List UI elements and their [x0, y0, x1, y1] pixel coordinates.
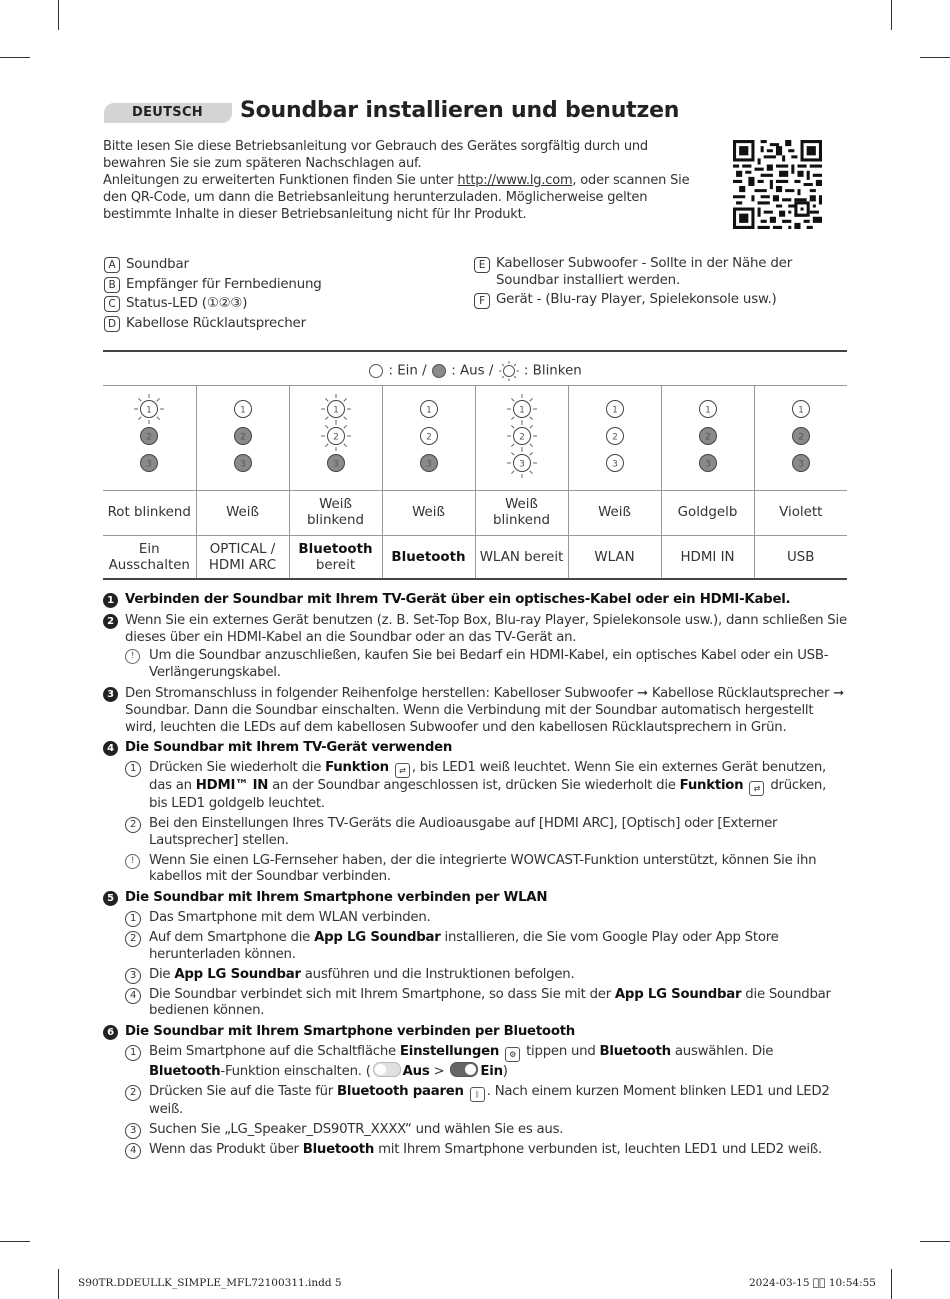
led-3-off-icon	[327, 454, 344, 471]
bluetooth-icon: ᛒ	[470, 1087, 485, 1102]
led-1-on-icon	[699, 400, 716, 417]
svg-text:3: 3	[704, 459, 711, 469]
led-3-off-icon	[234, 454, 251, 471]
text-run: mit Ihrem Smartphone verbunden ist, leuchten LED1 und LED2 weiß.	[374, 1141, 822, 1157]
svg-text:1: 1	[239, 405, 246, 415]
text-run: an der Soundbar angeschlossen ist, drücken Sie wiederholt die	[268, 778, 680, 794]
step-text: Wenn Sie ein externes Gerät benutzen (z. B. Set-Top Box, Blu-ray Player, Spielekonsole usw.), dann schließen Sie dieses über ein HDMI-Kabel an die Soundbar oder an das TV-Gerät an.	[125, 612, 847, 645]
substep-number: 4	[125, 988, 141, 1004]
svg-text:2: 2	[797, 432, 804, 442]
led-1-on-icon	[234, 400, 251, 417]
toggle-off-icon	[373, 1062, 401, 1077]
svg-text:1: 1	[704, 405, 711, 415]
led-1-blink-icon	[507, 394, 537, 424]
svg-text:2: 2	[332, 432, 339, 442]
substep-number: 3	[125, 1123, 141, 1139]
svg-text:1: 1	[425, 405, 432, 415]
text-run: Die	[149, 966, 175, 982]
led-1-blink-icon	[321, 394, 351, 424]
led-mode-label	[475, 536, 568, 580]
led-colors-row	[103, 491, 847, 536]
svg-text:2: 2	[611, 432, 618, 442]
svg-text:1: 1	[611, 405, 618, 415]
step-2-note	[125, 648, 848, 682]
step-5	[103, 890, 848, 907]
part-label: Status-LED (①②③)	[126, 296, 248, 311]
led-2-off-icon	[141, 427, 158, 444]
legend-on-label: : Ein /	[388, 363, 427, 379]
text-run-bold: Einstellungen	[399, 1043, 500, 1059]
svg-text:3: 3	[797, 459, 804, 469]
svg-text:3: 3	[332, 459, 339, 469]
led-color-label: Weiß	[196, 491, 289, 536]
text-run-bold: HDMI™ IN	[195, 778, 269, 794]
part-item	[104, 294, 444, 314]
note-text: Wenn Sie einen LG-Fernseher haben, der die integrierte WOWCAST-Funktion unterstützt, können Sie ihn kabellos mit der Soundbar verbinden.	[149, 852, 817, 885]
text-run-bold: Bluetooth	[599, 1043, 671, 1059]
step-number: 3	[103, 687, 118, 702]
divider	[103, 578, 847, 580]
led-modes-row	[103, 536, 847, 580]
substep-number: 3	[125, 968, 141, 984]
step-1	[103, 592, 848, 609]
led-2-on-icon	[606, 427, 623, 444]
led-1-blink-icon	[134, 394, 164, 424]
text-run-bold: Ein	[480, 1063, 503, 1079]
text-run-bold: Funktion	[679, 778, 744, 794]
footer-filename: S90TR.DDEULLK_SIMPLE_MFL72100311.indd 5	[78, 1277, 342, 1289]
svg-text:3: 3	[518, 459, 525, 469]
part-letter: F	[474, 293, 490, 309]
text-run: ausführen und die Instruktionen befolgen.	[300, 966, 575, 982]
substep-number: 2	[125, 931, 141, 947]
svg-text:1: 1	[518, 405, 525, 415]
step-number: 2	[103, 614, 118, 629]
crop-mark	[920, 57, 950, 58]
text-run-bold: App LG Soundbar	[614, 986, 742, 1002]
step-4-note	[125, 853, 848, 887]
led-1-on-icon	[606, 400, 623, 417]
led-legend	[103, 360, 847, 382]
led-color-label: Weiß blinkend	[475, 491, 568, 536]
svg-text:2: 2	[425, 432, 432, 442]
led-2-off-icon	[234, 427, 251, 444]
led-column-icon	[407, 391, 451, 481]
step-title: Die Soundbar mit Ihrem Smartphone verbinden per WLAN	[125, 890, 548, 906]
text-run: Auf dem Smartphone die	[149, 929, 315, 945]
led-indicator-cell	[568, 386, 661, 491]
intro-line-2a: Anleitungen zu erweiterten Funktionen finden Sie unter	[103, 173, 458, 188]
part-item	[474, 255, 844, 289]
led-1-on-icon	[420, 400, 437, 417]
led-column-icon	[500, 391, 544, 481]
substep-text: Das Smartphone mit dem WLAN verbinden.	[149, 909, 431, 925]
led-mode-text: Ein Ausschalten	[108, 541, 190, 573]
part-item	[104, 255, 444, 275]
substep-text	[149, 1044, 848, 1081]
step-6-1	[125, 1044, 848, 1081]
intro-line-2b: , oder scannen Sie den QR-Code, um dann die Betriebsanleitung herunterzuladen. Möglicherweise gelten bestimmte Inhalte in dieser Betriebsanleitung nicht für Ihr Produkt.	[103, 173, 690, 222]
led-column-icon	[314, 391, 358, 481]
part-label: Gerät - (Blu-ray Player, Spielekonsole usw.)	[496, 292, 777, 307]
svg-text:1: 1	[332, 405, 339, 415]
led-on-icon	[368, 363, 384, 379]
part-item	[104, 314, 444, 334]
part-letter: A	[104, 257, 120, 273]
step-2	[103, 613, 848, 647]
text-run: installieren, die Sie vom Google Play oder App Store herunterladen können.	[149, 929, 779, 962]
crop-mark	[891, 1269, 892, 1299]
legend-blink-label: : Blinken	[523, 363, 582, 379]
settings-icon: ⚙	[505, 1047, 520, 1062]
text-run-bold: Funktion	[325, 760, 389, 776]
part-item	[104, 275, 444, 295]
step-4-1	[125, 760, 848, 813]
substep-number: 1	[125, 761, 141, 777]
svg-text:3: 3	[425, 459, 432, 469]
text-run: -Funktion einschalten. (	[220, 1063, 371, 1079]
led-indicator-cell	[289, 386, 382, 491]
crop-mark	[0, 57, 30, 58]
led-2-blink-icon	[507, 421, 537, 451]
lg-link[interactable]: http://www.lg.com	[457, 173, 573, 188]
text-run: . Nach einem kurzen Moment blinken LED1 und LED2 weiß.	[149, 1083, 830, 1117]
led-3-off-icon	[420, 454, 437, 471]
text-run: Wenn das Produkt über	[149, 1141, 303, 1157]
text-run: >	[429, 1063, 449, 1079]
step-6-3	[125, 1122, 848, 1139]
led-2-blink-icon	[321, 421, 351, 451]
substep-number: 1	[125, 911, 141, 927]
step-6-2	[125, 1084, 848, 1119]
step-6	[103, 1024, 848, 1041]
page-title: Soundbar installieren und benutzen	[240, 98, 680, 123]
led-mode-label	[661, 536, 754, 580]
crop-mark	[0, 1241, 30, 1242]
step-number: 1	[103, 593, 118, 608]
substep-text	[149, 930, 848, 964]
text-run: , bis LED1 weiß leuchtet. Wenn Sie ein externes Gerät benutzen, das an	[149, 760, 826, 794]
led-color-label: Goldgelb	[661, 491, 754, 536]
toggle-on-icon	[450, 1062, 478, 1077]
parts-list-right	[474, 255, 844, 309]
step-title: Die Soundbar mit Ihrem TV-Gerät verwenden	[125, 740, 453, 756]
note-text: Um die Soundbar anzuschließen, kaufen Sie bei Bedarf ein HDMI-Kabel, ein optisches Kabel oder ein USB-Verlängerungskabel.	[149, 648, 829, 681]
qr-code-icon	[733, 140, 822, 229]
led-column-icon	[779, 391, 823, 481]
substep-text	[149, 760, 848, 813]
step-text: Den Stromanschluss in folgender Reihenfolge herstellen: Kabelloser Subwoofer ➞ Kabellose Rücklautsprecher ➞ Soundbar. Dann die Soundbar einschalten. Wenn die Verbindung mit der Soundbar automatisch hergestellt wird, leuchten die LEDs auf dem kabellosen Subwoofer und den kabellosen Rücklautsprechern in Grün.	[125, 685, 845, 735]
text-run-bold: App LG Soundbar	[314, 929, 441, 945]
step-text: Verbinden der Soundbar mit Ihrem TV-Gerät über ein optisches-Kabel oder ein HDMI-Kabel.	[125, 592, 791, 607]
led-mode-text: USB	[787, 549, 815, 565]
warning-icon: !	[125, 854, 140, 869]
divider	[103, 350, 847, 352]
language-badge: DEUTSCH	[104, 103, 232, 123]
led-indicator-cell	[661, 386, 754, 491]
step-number: 4	[103, 741, 118, 756]
step-5-4	[125, 987, 848, 1021]
substep-number: 4	[125, 1143, 141, 1159]
part-label: Empfänger für Fernbedienung	[126, 276, 322, 292]
instruction-steps	[103, 592, 848, 1162]
led-3-off-icon	[699, 454, 716, 471]
led-color-label: Weiß	[568, 491, 661, 536]
led-2-off-icon	[792, 427, 809, 444]
substep-text	[149, 987, 848, 1021]
part-letter: B	[104, 277, 120, 293]
svg-text:2: 2	[239, 432, 246, 442]
led-mode-text: WLAN bereit	[479, 549, 564, 565]
crop-mark	[58, 1269, 59, 1299]
step-6-4	[125, 1142, 848, 1159]
led-mode-text: bereit	[315, 557, 356, 573]
text-run: auswählen. Die	[670, 1043, 774, 1059]
led-mode-label	[568, 536, 661, 580]
led-column-icon	[593, 391, 637, 481]
led-column-icon	[127, 391, 171, 481]
text-run: Drücken Sie auf die Taste für	[149, 1083, 337, 1099]
led-2-off-icon	[699, 427, 716, 444]
text-run: Drücken Sie wiederholt die	[149, 760, 326, 776]
led-indicator-cell	[382, 386, 475, 491]
led-mode-label	[382, 536, 475, 580]
led-off-icon	[431, 363, 447, 379]
led-color-label: Violett	[754, 491, 847, 536]
svg-text:2: 2	[518, 432, 525, 442]
part-label: Kabellose Rücklautsprecher	[126, 315, 306, 331]
crop-mark	[920, 1241, 950, 1242]
text-run: Die Soundbar verbindet sich mit Ihrem Smartphone, so dass Sie mit der	[149, 986, 615, 1002]
led-indicator-cell	[196, 386, 289, 491]
led-indicator-cell	[754, 386, 847, 491]
svg-text:3: 3	[146, 459, 153, 469]
legend-off-label: : Aus /	[451, 363, 494, 379]
part-letter: E	[474, 257, 490, 273]
svg-text:2: 2	[704, 432, 711, 442]
led-indicator-cell	[475, 386, 568, 491]
text-run: )	[502, 1063, 508, 1079]
led-3-blink-icon	[507, 448, 537, 478]
led-color-label: Weiß	[382, 491, 475, 536]
footer-timestamp: 2024-03-15 ￿￿ 10:54:55	[749, 1277, 876, 1289]
led-color-label: Rot blinkend	[103, 491, 196, 536]
text-run: tippen und	[526, 1043, 600, 1059]
parts-list-left	[104, 255, 444, 333]
crop-mark	[58, 0, 59, 30]
text-run-bold: Bluetooth	[302, 1141, 375, 1157]
led-column-icon	[221, 391, 265, 481]
svg-text:2: 2	[146, 432, 153, 442]
crop-mark	[891, 0, 892, 30]
led-1-on-icon	[792, 400, 809, 417]
led-2-on-icon	[420, 427, 437, 444]
led-status-table	[103, 386, 847, 579]
led-blink-icon	[498, 360, 520, 382]
substep-number: 2	[125, 817, 141, 833]
step-number: 5	[103, 891, 118, 906]
substep-text	[149, 1142, 822, 1159]
led-mode-text: HDMI IN	[680, 549, 735, 565]
text-run-bold: Bluetooth	[149, 1063, 221, 1079]
step-5-1	[125, 910, 848, 927]
warning-icon: !	[125, 649, 140, 664]
led-mode-label	[754, 536, 847, 580]
text-run: die Soundbar bedienen können.	[149, 986, 831, 1019]
led-icons-row	[103, 386, 847, 491]
svg-text:1: 1	[146, 405, 153, 415]
function-button-icon: ⇄	[395, 763, 410, 778]
intro-text	[103, 138, 703, 223]
led-mode-bold: Bluetooth	[391, 549, 466, 565]
step-5-2	[125, 930, 848, 964]
step-3	[103, 686, 848, 736]
part-letter: D	[104, 316, 120, 332]
led-mode-text: OPTICAL / HDMI ARC	[208, 541, 277, 573]
substep-text: Bei den Einstellungen Ihres TV-Geräts die Audioausgabe auf [HDMI ARC], [Optisch] oder [Externer Lautsprecher] stellen.	[149, 815, 778, 848]
substep-number: 2	[125, 1085, 141, 1101]
step-title: Die Soundbar mit Ihrem Smartphone verbinden per Bluetooth	[125, 1024, 576, 1040]
substep-text	[149, 1084, 848, 1119]
function-button-icon: ⇄	[749, 781, 764, 796]
led-indicator-cell	[103, 386, 196, 491]
step-4	[103, 740, 848, 757]
text-run-bold: App LG Soundbar	[174, 966, 301, 982]
text-run: drücken, bis LED1 goldgelb leuchtet.	[149, 778, 827, 812]
step-4-2	[125, 816, 848, 850]
part-item	[474, 291, 844, 309]
text-run-bold: Aus	[402, 1063, 430, 1079]
led-mode-bold: Bluetooth	[298, 541, 373, 557]
substep-number: 1	[125, 1045, 141, 1061]
substep-text: Suchen Sie „LG_Speaker_DS90TR_XXXX“ und wählen Sie es aus.	[149, 1121, 564, 1137]
led-mode-label	[289, 536, 382, 580]
part-letter: C	[104, 296, 120, 312]
svg-text:3: 3	[611, 459, 618, 469]
led-column-icon	[686, 391, 730, 481]
led-mode-label	[196, 536, 289, 580]
text-run-bold: Bluetooth paaren	[337, 1083, 464, 1099]
led-3-off-icon	[141, 454, 158, 471]
intro-line-1: Bitte lesen Sie diese Betriebsanleitung vor Gebrauch des Gerätes sorgfältig durch und bewahren Sie sie zum späteren Nachschlagen auf.	[103, 139, 648, 171]
part-label: Soundbar	[126, 257, 189, 272]
part-label: Kabelloser Subwoofer - Sollte in der Nähe der Soundbar installiert werden.	[496, 256, 793, 288]
led-mode-label	[103, 536, 196, 580]
step-5-3	[125, 967, 848, 984]
led-3-on-icon	[606, 454, 623, 471]
svg-text:1: 1	[797, 405, 804, 415]
text-run: Beim Smartphone auf die Schaltfläche	[149, 1043, 400, 1059]
led-mode-text: WLAN	[594, 549, 635, 565]
substep-text	[149, 967, 574, 984]
svg-text:3: 3	[239, 459, 246, 469]
led-color-label: Weiß blinkend	[289, 491, 382, 536]
step-number: 6	[103, 1025, 118, 1040]
led-3-off-icon	[792, 454, 809, 471]
